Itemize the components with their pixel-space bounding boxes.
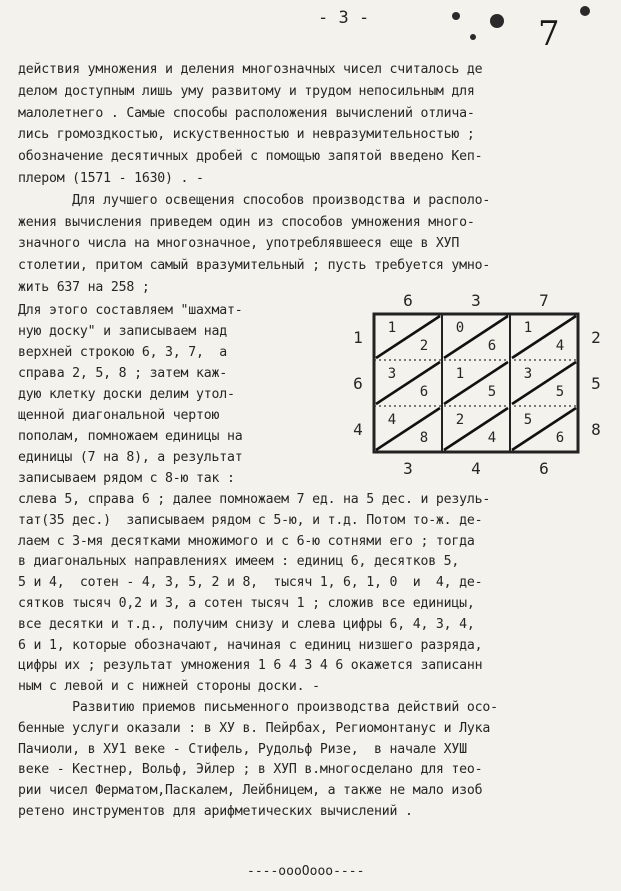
cell-tens-digit: 2 (455, 412, 465, 428)
text-line: тат(35 дес.) записываем рядом с 5-ю, и т.д. Потом то-ж. де- (18, 512, 483, 528)
text-line: малолетнего . Самые способы расположения вычислений отлича- (18, 105, 475, 121)
cell-units-digit: 5 (487, 384, 497, 400)
grid-diagonal (444, 362, 508, 404)
right-digit: 8 (591, 420, 601, 439)
grid-drawing (342, 290, 614, 475)
cell-units-digit: 4 (555, 338, 565, 354)
ink-blot (580, 6, 590, 16)
text-line: записываем рядом с 8-ю так : (18, 471, 235, 486)
text-line: справа 2, 5, 8 ; затем каж- (18, 366, 227, 381)
text-line: верхней строкою 6, 3, 7, а (18, 345, 227, 360)
grid-diagonal (512, 362, 576, 404)
right-digit: 2 (591, 328, 601, 347)
bottom-digit: 6 (539, 459, 549, 475)
cell-tens-digit: 3 (387, 366, 397, 382)
cell-units-digit: 6 (487, 338, 497, 354)
cell-tens-digit: 0 (455, 320, 465, 336)
cell-tens-digit: 1 (523, 320, 533, 336)
text-line: цифры их ; результат умножения 1 6 4 3 4 6 окажется записанн (18, 658, 483, 674)
cell-units-digit: 8 (419, 430, 429, 446)
text-line: Для лучшего освещения способов производства и располо- (18, 192, 491, 208)
text-line: плером (1571 - 1630) . - (18, 171, 204, 186)
text-line: ную доску" и записываем над (18, 324, 227, 339)
text-line: сятков тысяч 0,2 и 3, а сотен тысяч 1 ; сложив все единицы, (18, 596, 475, 611)
left-digit: 6 (353, 374, 363, 393)
right-digit: 5 (591, 374, 601, 393)
multiplication-grid (342, 290, 614, 475)
text-line: веке - Кестнер, Вольф, Эйлер ; в ХУП в.многосделано для тео- (18, 762, 483, 778)
cell-units-digit: 5 (555, 384, 565, 400)
left-digit: 1 (353, 328, 363, 347)
grid-diagonal (512, 408, 576, 450)
cell-tens-digit: 3 (523, 366, 533, 382)
text-line: жить 637 на 258 ; (18, 280, 150, 295)
text-line: Развитию приемов письменного производства действий осо- (18, 700, 498, 715)
ink-blot (452, 12, 460, 20)
cell-units-digit: 4 (487, 430, 497, 446)
text-line: обозначение десятичных дробей с помощью запятой введено Кеп- (18, 149, 483, 165)
text-line: единицы (7 на 8), а результат (18, 450, 243, 465)
cell-units-digit: 2 (419, 338, 429, 354)
grid-diagonal (444, 408, 508, 450)
text-line: пополам, помножаем единицы на (18, 429, 243, 444)
cell-tens-digit: 4 (387, 412, 397, 428)
text-line: Для этого составляем "шахмат- (18, 303, 243, 318)
cell-tens-digit: 1 (455, 366, 465, 382)
text-line: рии чисел Ферматом,Паскалем, Лейбницем, а также не мало изоб (18, 783, 483, 799)
text-line: щенной диагональной чертою (18, 408, 220, 423)
text-line: в диагональных направлениях имеем : единиц 6, десятков 5, (18, 554, 460, 570)
left-digit: 4 (353, 420, 363, 439)
page-number: - 3 - (318, 8, 370, 28)
handwritten-page-mark: 7 (538, 14, 560, 54)
text-line: бенные услуги оказали : в ХУ в. Пейрбах, Региомонтанус и Лука (18, 720, 491, 736)
text-line: ретено инструментов для арифметических вычислений . (18, 804, 413, 819)
text-line: 5 и 4, сотен - 4, 3, 5, 2 и 8, тысяч 1, 6, 1, 0 и 4, де- (18, 575, 483, 591)
text-line: ным с левой и с нижней стороны доски. - (18, 679, 320, 695)
footer-ornament: ----oooOooo---- (247, 864, 365, 879)
grid-diagonal (512, 316, 576, 358)
text-line: действия умножения и деления многозначных чисел считалось де (18, 62, 483, 77)
top-digit: 6 (403, 291, 413, 310)
cell-units-digit: 6 (419, 384, 429, 400)
top-digit: 3 (471, 291, 481, 310)
text-line: дую клетку доски делим утол- (18, 387, 235, 402)
text-line: столетии, притом самый вразумительный ; пусть требуется умно- (18, 258, 491, 274)
text-line: значного числа на многозначное, употреблявшееся еще в ХУП (18, 236, 460, 252)
ink-blot (490, 14, 504, 28)
text-line: делом доступным лишь уму развитому и трудом непосильным для (18, 83, 475, 99)
text-line: 6 и 1, которые обозначают, начиная с единиц низшего разряда, (18, 637, 483, 653)
text-line: Пачиоли, в ХУ1 веке - Стифель, Рудольф Ризе, в начале ХУШ (18, 741, 467, 757)
grid-diagonal (376, 408, 440, 450)
text-line: слева 5, справа 6 ; далее помножаем 7 ед. на 5 дес. и резуль- (18, 492, 491, 507)
cell-units-digit: 6 (555, 430, 565, 446)
text-line: жения вычисления приведем один из способов умножения много- (18, 214, 475, 230)
text-line: все десятки и т.д., получим снизу и слева цифры 6, 4, 3, 4, (18, 616, 475, 632)
text-line: лаем с 3-мя десятками множимого и с 6-ю сотнями его ; тогда (18, 533, 475, 549)
top-digit: 7 (539, 291, 549, 310)
grid-diagonal (376, 362, 440, 404)
bottom-digit: 3 (403, 459, 413, 475)
grid-diagonal (444, 316, 508, 358)
text-line: лись громоздкостью, искуственностью и невразумительностью ; (18, 127, 475, 143)
ink-blot (470, 34, 476, 40)
bottom-digit: 4 (471, 459, 481, 475)
cell-tens-digit: 5 (523, 412, 533, 428)
cell-tens-digit: 1 (387, 320, 397, 336)
grid-diagonal (376, 316, 440, 358)
